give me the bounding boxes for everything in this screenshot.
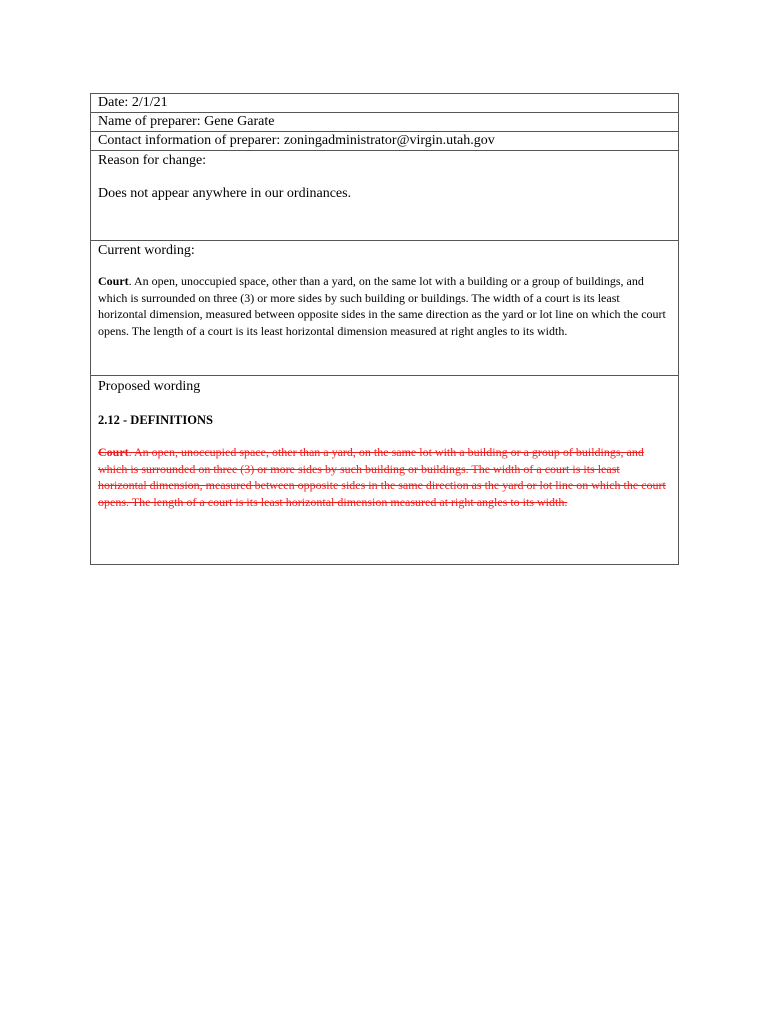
current-definition-text: . An open, unoccupied space, other than a yard, on the same lot with a building or a group of buildings, and which is surrounded on three (3) or more sides by such building or buildings. The width of a court is its least horizontal dimension, measured between opposite sides in the same direction as the yard or lot line on which the court opens. The length of a court is its least horizontal dimension measured at right angles to its width.	[98, 274, 666, 338]
current-wording-section	[91, 241, 678, 376]
section-heading: 2.12 - DEFINITIONS	[98, 413, 213, 427]
proposed-wording-section	[91, 378, 678, 564]
contact-row	[91, 132, 678, 151]
reason-text: Does not appear anywhere in our ordinances.	[98, 186, 352, 201]
proposed-term: Court	[98, 445, 129, 459]
date-row	[91, 94, 678, 113]
proposed-definition-text: . An open, unoccupied space, other than a yard, on the same lot with a building or a group of buildings, and which is surrounded on three (3) or more sides by such building or buildings. The width of a court is its least horizontal dimension, measured between opposite sides in the same direction as the yard or lot line on which the court opens. The length of a court is its least horizontal dimension measured at right angles to its width.	[98, 445, 666, 509]
change-request-form	[90, 93, 679, 565]
current-definition	[98, 273, 671, 339]
preparer-contact-text: Contact information of preparer: zoningadministrator@virgin.utah.gov	[98, 133, 495, 148]
current-wording-label: Current wording:	[98, 243, 195, 258]
reason-label: Reason for change:	[98, 153, 207, 168]
reason-section	[91, 151, 678, 241]
proposed-definition-struck	[98, 444, 671, 510]
proposed-wording-label: Proposed wording	[98, 379, 201, 394]
preparer-row	[91, 113, 678, 132]
current-term: Court	[98, 274, 129, 288]
date-text: Date: 2/1/21	[98, 95, 168, 110]
preparer-name-text: Name of preparer: Gene Garate	[98, 114, 275, 129]
